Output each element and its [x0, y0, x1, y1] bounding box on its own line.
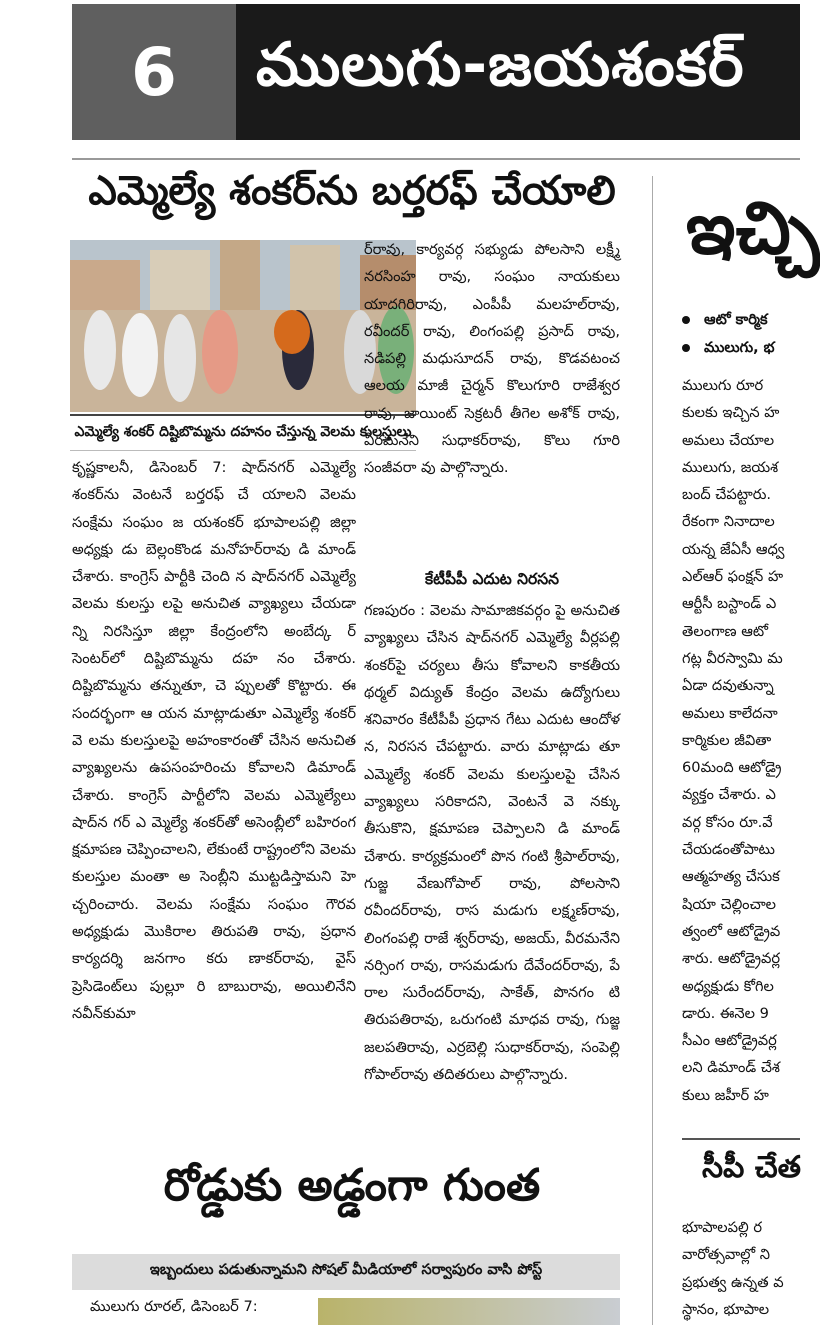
- text-line: కార్మికుల జీవితా: [682, 731, 772, 749]
- story1-column-2: [364, 236, 620, 482]
- right-story2-text: [682, 1214, 784, 1323]
- story2-dateline: ములుగు రూరల్‌, డిసెంబర్‌ 7:: [90, 1298, 258, 1315]
- text-line: ములుగు రూర: [682, 377, 764, 394]
- story1-col1-text: కృష్ణకాలనీ, డిసెంబర్‌ 7: షాద్‌నగర్‌ ఎమ్మెల్యే శంకర్‌ను వెంటనే బర్తరఫ్‌ చే యాలని వెలమ సంక్షేమ సంఘం జ యశంకర్‌ భూపాలపల్లి జిల్లా అధ్యక్షు డు బెల్లంకొండ మనోహర్‌రావు డి మాండ్‌ చేశారు. కాంగ్రెస్‌ పార్టీకి చెంది న షాద్‌నగర్‌ ఎమ్మెల్యే వెలమ కులస్తు లపై అనుచిత వ్యాఖ్యలు చేయడా న్ని నిరసిస్తూ జిల్లా కేంద్రంలోని అంబేద్క ర్‌ సెంటర్‌లో దిష్టిబొమ్మను దహ నం చేశారు. దిష్టిబొమ్మను తన్నుతూ, చె ప్పులతో కొట్టారు. ఈ సందర్భంగా ఆ యన మాట్లాడుతూ ఎమ్మెల్యే శంకర్‌ వె లమ కులస్తులపై అహంకారంతో చేసిన అనుచిత వ్యాఖ్యలను ఉపసంహరించు కోవాలని డిమాండ్‌ చేశారు. కాంగ్రెస్‌ పార్టీలోని వెలమ ఎమ్మెల్యేలు షాద్‌న గర్‌ ఎ మ్మెల్యే శంకర్‌తో అసెంబ్లీలో బహిరంగ క్షమాపణ చెప్పించాలని, లేకుంటే రాష్ట్రంలోని వెలమ కులస్తుల మంతా అ సెంబ్లీని ముట్టడిస్తామని హె చ్చరించారు. వెలమ సంక్షేమ సంఘం గౌరవ అధ్యక్షుడు మొకిరాల తిరుపతి రావు, ప్రధాన కార్యదర్శి జనగాం కరు ణాకర్‌రావు, వైస్‌ ప్రెసిడెంట్‌లు పుల్లూ రి బాబురావు, అయిలినేని నవీన్‌కుమా: [72, 459, 356, 1022]
- page-number: 6: [72, 4, 236, 140]
- text-line: యన్న జేఏసీ ఆధ్వ: [682, 540, 785, 558]
- ktpp-protest-subhead: కేటీపీపీ ఎదుట నిరసన: [424, 570, 560, 588]
- ktpp-protest-text: గణపురం : వెలమ సామాజికవర్గం పై అనుచిత వ్యాఖ్యలు చేసిన షాద్‌నగర్‌ ఎమ్మెల్యే వీర్లపల్లి శంకర్‌పై చర్యలు తీసు కోవాలని కాకతీయ థర్మల్‌ విద్యుత్‌ కేంద్రం వెలమ ఉద్యోగులు శనివారం కేటీపీపీ ప్రధాన గేటు ఎదుట ఆందోళ న, నిరసన చేపట్టారు. వారు మాట్లాడు తూ ఎమ్మెల్యే శంకర్‌ వెలమ కులస్తులపై చేసిన వ్యాఖ్యలు సరికాదని, వెంటనే వె నక్కు తీసుకొని, క్షమాపణ చెప్పాలని డి మాండ్‌ చేశారు. కార్యక్రమంలో పొన గంటి శ్రీపాల్‌రావు, గుజ్జ వేణుగోపాల్‌ రావు, పోలసాని రవీందర్‌రావు, రాస మడుగు లక్ష్మణ్‌రావు, లింగంపల్లి రాజే శ్వర్‌రావు, అజయ్‌, వీరమనేని నర్సింగ రావు, రాసమడుగు దేవేందర్‌రావు, పే రాల సురేందర్‌రావు, సాకేత్‌, పొనగం టి తిరుపతిరావు, ఒరుగంటి మాధవ రావు, గుజ్జ జలపతిరావు, ఎర్రబెల్లి సుధాకర్‌రావు, సంపెల్లి గోపాల్‌రావు తదితరులు పాల్గొన్నారు.: [364, 602, 620, 1084]
- story1-column-1: [72, 454, 356, 1027]
- story2-deck: ఇబ్బందులు పడుతున్నామని సోషల్‌ మీడియాలో సర్వాపురం వాసి పోస్ట్‌: [72, 1254, 620, 1290]
- text-line: వ్యక్తం చేశారు. ఎ: [682, 786, 776, 804]
- text-line: వర్గ కోసం రూ.వే: [682, 813, 773, 831]
- text-line: లని డిమాండ్‌ చేశ: [682, 1059, 780, 1077]
- photo-caption: ఎమ్మెల్యే శంకర్‌ దిష్టిబొమ్మను దహనం చేస్తున్న వెలమ కులస్తులు: [70, 414, 416, 451]
- text-line: ఆత్మహత్య చేసుక: [682, 868, 780, 886]
- text-line: గట్ల వీరస్వామి మ: [682, 649, 783, 667]
- road-pit-photo: [318, 1298, 620, 1325]
- right-story-text: [682, 372, 784, 1109]
- text-line: బంద్‌ చేపట్టారు.: [682, 486, 772, 504]
- right-story-bullets: [682, 306, 775, 362]
- right-story-clip: [652, 0, 820, 1325]
- text-line: శారు. ఆటోడ్రైవర్ల: [682, 950, 781, 968]
- text-line: అమలు చేయాల: [682, 431, 775, 449]
- text-line: త్వంలో ఆటోడ్రైవ: [682, 922, 781, 940]
- text-line: సీఎం ఆటోడ్రైవర్ల: [682, 1032, 777, 1050]
- right-story2-headline: సీపీ చేత: [702, 1150, 801, 1185]
- text-line: భూపాలపల్లి ర: [682, 1219, 763, 1236]
- text-line: రేకంగా నినాదాల: [682, 513, 775, 531]
- text-line: తెలంగాణ ఆటో: [682, 622, 769, 640]
- text-line: 60మంది ఆటోడ్రై: [682, 759, 782, 777]
- text-line: వారోత్సవాల్లో ని: [682, 1246, 771, 1264]
- text-line: చేయడంతోపాటు: [682, 841, 775, 859]
- text-line: అధ్యక్షుడు కోగిల: [682, 977, 774, 995]
- bullet-item: ఆటో కార్మిక: [682, 306, 775, 334]
- text-line: కులకు ఇచ్చిన హ: [682, 404, 780, 422]
- right-story-divider: [682, 1138, 800, 1140]
- right-story-headline: ఇచ్చి: [686, 186, 820, 270]
- text-line: ప్రభుత్వ ఉన్నత వ: [682, 1273, 784, 1291]
- text-line: స్థానం, భూపాల: [682, 1300, 770, 1318]
- text-line: డారు. ఈనెల 9: [682, 1004, 769, 1022]
- text-line: ములుగు, జయశ: [682, 458, 779, 476]
- bullet-item: ములుగు, భ: [682, 334, 775, 362]
- text-line: అమలు కాలేదనా: [682, 704, 778, 722]
- section-title: ములుగు-జయశంకర్: [256, 30, 745, 100]
- text-line: ఎల్‌ఆర్‌ ఫంక్షన్‌ హ: [682, 568, 784, 586]
- story1-headline: ఎమ్మెల్యే శంకర్‌ను బర్తరఫ్‌ చేయాలి: [88, 168, 616, 214]
- text-line: షియా చెల్లించాల: [682, 895, 777, 913]
- story1-column-2b: [364, 597, 620, 1088]
- story1-col2-text: ర్‌రావు, కార్యవర్గ సభ్యుడు పోలసాని లక్ష్మీ నరసింహ రావు, సంఘం నాయకులు యాదగిరిరావు, ఎంపీపీ మలహల్‌రావు, రవీందర్‌ రావు, లింగంపల్లి ప్రసాద్‌ రావు, నడిపల్లి మధుసూదన్‌ రావు, కొడవటంచ ఆలయ మాజీ చైర్మన్‌ కొలుగూరి రాజేశ్వర రావు, జాయింట్‌ సెక్రటరీ తీగెల అశోక్‌ రావు, వీరమనేని సుధాకర్‌రావు, కొలు గూరి సంజీవరా వు పాల్గొన్నారు.: [364, 241, 620, 477]
- story2-headline: రోడ్డుకు అడ్డంగా గుంత: [163, 1160, 541, 1211]
- text-line: ఏడా దవుతున్నా: [682, 677, 774, 695]
- text-line: కులు జహీర్‌ హ: [682, 1086, 769, 1104]
- text-line: ఆర్టీసీ బస్టాండ్‌ ఎ: [682, 595, 777, 613]
